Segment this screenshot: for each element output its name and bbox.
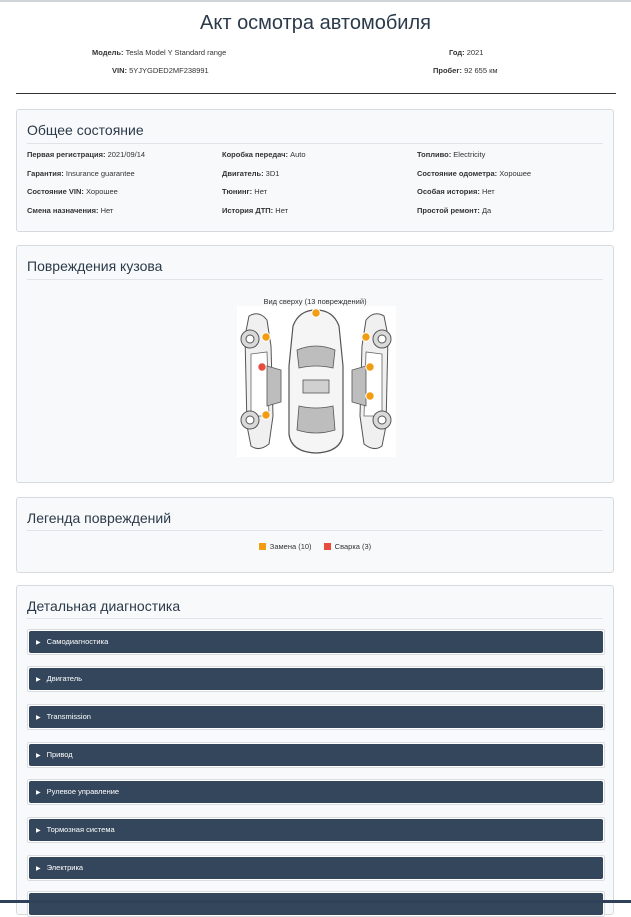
section-divider — [27, 143, 603, 144]
expand-arrow-icon: ▶ — [36, 715, 41, 721]
body-damage-card — [16, 245, 614, 483]
damage-marker-replace — [362, 333, 370, 341]
general-field: Топливо: Electricity — [417, 150, 486, 159]
accordion-header[interactable] — [29, 744, 603, 766]
accordion-header[interactable] — [29, 781, 603, 803]
legend-swatch-replace — [259, 543, 266, 550]
accordion-section[interactable] — [27, 855, 605, 881]
accordion-partial[interactable] — [27, 891, 605, 917]
damage-marker-replace — [366, 363, 374, 371]
accordion-header[interactable] — [29, 857, 603, 879]
expand-arrow-icon: ▶ — [36, 828, 41, 834]
diagnostics-title: Детальная диагностика — [27, 598, 181, 614]
expand-arrow-icon: ▶ — [36, 866, 41, 872]
damage-marker-replace — [312, 309, 320, 317]
diagnostics-card — [16, 585, 614, 915]
damage-marker-replace — [366, 392, 374, 400]
section-divider — [27, 618, 603, 619]
car-top-view-diagram — [237, 306, 396, 457]
damage-caption: Вид сверху (13 повреждений) — [263, 297, 367, 306]
accordion-section[interactable] — [27, 779, 605, 805]
expand-arrow-icon: ▶ — [36, 753, 41, 759]
expand-arrow-icon: ▶ — [36, 640, 41, 646]
body-damage-title: Повреждения кузова — [27, 258, 163, 274]
damage-marker-replace — [262, 333, 270, 341]
accordion-label: Самодиагностика — [46, 637, 109, 646]
header-year: Год: 2021 — [449, 48, 484, 57]
general-field: Тюнинг: Нет — [222, 187, 268, 196]
damage-legend-title: Легенда повреждений — [27, 510, 172, 526]
accordion-header[interactable] — [29, 668, 603, 690]
accordion-section[interactable] — [27, 629, 605, 655]
accordion-header[interactable] — [29, 819, 603, 841]
general-field: Смена назначения: Нет — [27, 206, 114, 215]
header-mileage: Пробег: 92 655 км — [433, 66, 498, 75]
accordion-label: Рулевое управление — [46, 787, 120, 796]
header-model: Модель: Tesla Model Y Standard range — [92, 48, 227, 57]
general-field: Простой ремонт: Да — [417, 206, 492, 215]
damage-legend — [17, 542, 613, 551]
accordion-section[interactable] — [27, 704, 605, 730]
accordion-label: Тормозная система — [46, 825, 115, 834]
expand-arrow-icon: ▶ — [36, 677, 41, 683]
general-field: Первая регистрация: 2021/09/14 — [27, 150, 146, 159]
section-divider — [27, 530, 603, 531]
damage-marker-weld — [258, 363, 266, 371]
accordion-header[interactable] — [29, 706, 603, 728]
section-divider — [27, 279, 603, 280]
legend-item-weld: Сварка (3) — [324, 542, 372, 551]
general-state-title: Общее состояние — [27, 122, 144, 138]
accordion-label: Transmission — [46, 712, 91, 721]
legend-swatch-weld — [324, 543, 331, 550]
legend-item-replace: Замена (10) — [259, 542, 312, 551]
general-field: Состояние одометра: Хорошее — [417, 169, 532, 178]
accordion-section[interactable] — [27, 666, 605, 692]
top-border — [0, 0, 631, 2]
general-field: Коробка передач: Auto — [222, 150, 306, 159]
damage-marker-replace — [262, 411, 270, 419]
page-title: Акт осмотра автомобиля — [200, 12, 431, 34]
damage-legend-card — [16, 497, 614, 573]
header-vin: VIN: 5YJYGDED2MF238991 — [112, 66, 209, 75]
accordion-label: Электрика — [46, 863, 84, 872]
header-divider — [16, 93, 616, 94]
general-state-card — [16, 109, 614, 232]
general-field: Двигатель: 3D1 — [222, 169, 280, 178]
general-field: Состояние VIN: Хорошее — [27, 187, 118, 196]
accordion-section[interactable] — [27, 742, 605, 768]
accordion-section[interactable] — [27, 817, 605, 843]
accordion-header[interactable] — [29, 631, 603, 653]
accordion-label: Привод — [46, 750, 73, 759]
expand-arrow-icon: ▶ — [36, 790, 41, 796]
general-field: Гарантия: Insurance guarantee — [27, 169, 135, 178]
accordion-label: Двигатель — [46, 674, 83, 683]
general-field: Особая история: Нет — [417, 187, 495, 196]
general-field: История ДТП: Нет — [222, 206, 289, 215]
